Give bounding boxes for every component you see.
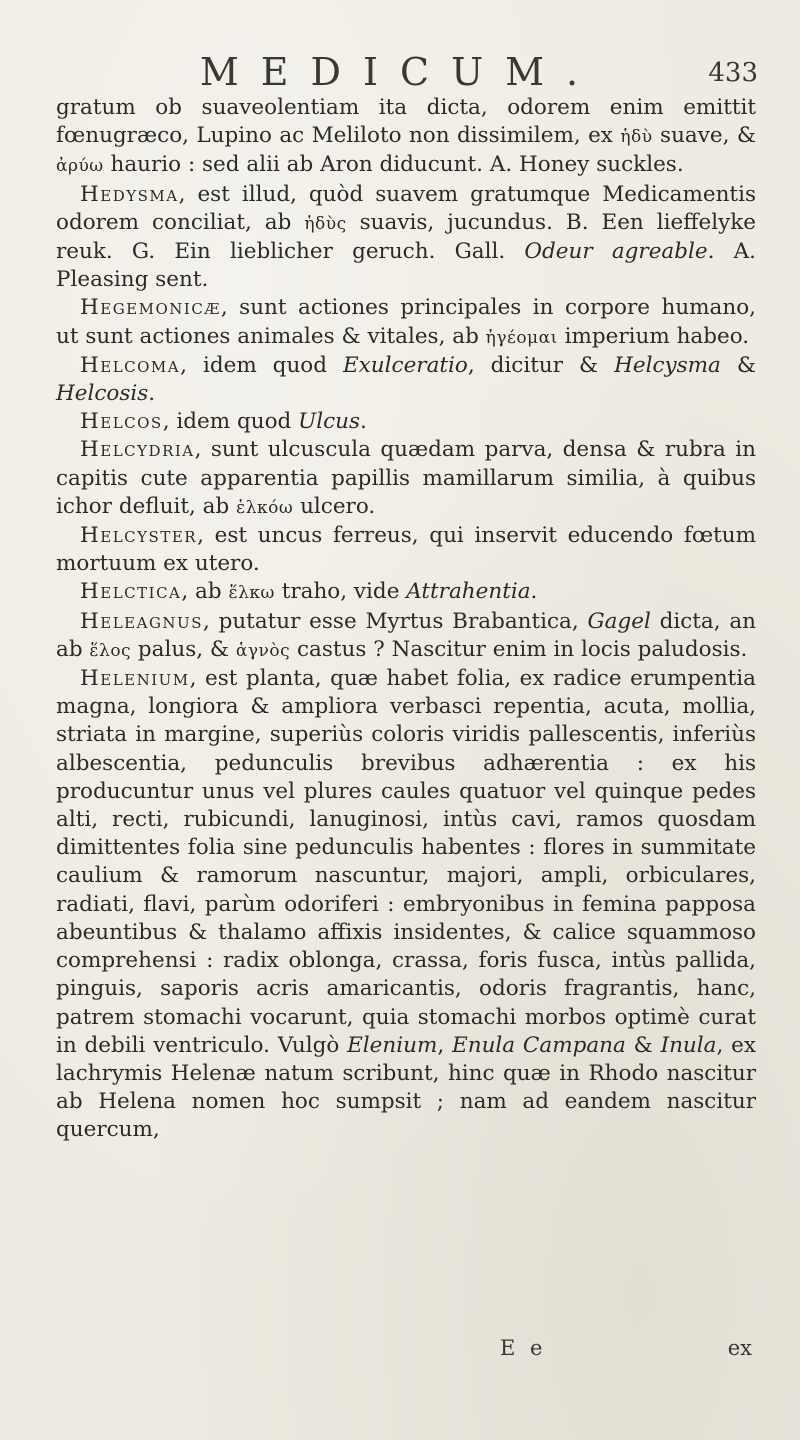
entry-text: traho, vide (274, 579, 407, 605)
headword: Heleagnus (80, 608, 203, 634)
italic-term: Attrahentia (406, 579, 531, 605)
greek-etymon: ἀρύω (56, 156, 104, 177)
entry-text: . (530, 579, 538, 605)
entry-text: , idem quod (180, 352, 343, 378)
greek-etymon: ἡδὺς (304, 213, 347, 234)
greek-etymon: ἕλκω (228, 583, 275, 604)
page-number: 433 (708, 58, 758, 88)
running-head: MEDICUM. (199, 50, 601, 94)
entry-text: & (720, 352, 756, 378)
entry-helctica (56, 578, 756, 607)
greek-etymon: ἑλκόω (236, 497, 294, 518)
entry-text: , est planta, quæ habet folia, ex radice erumpentia magna, longiora & ampliora verbasci repentia, acuta, mollia, striata in margine, superiùs coloris viridis pallescentis, inferiùs albescentia, pedunculis brevibus adhærentia : ex his producuntur unus vel plures caules quatuor vel quinque pedes alti, recti, rubicundi, lanuginosi, intùs cavi, ramos quosdam dimittentes folia sine pedunculis habentes : flores in summitate caulium & ramorum nascuntur, majori, ampli, orbiculares, radiati, flavi, parùm odoriferi : embryonibus in femina papposa abeuntibus & thalamo affixis insidentes, & calice squammoso comprehensi : radix oblonga, crassa, foris fusca, intùs pallida, pinguis, saporis acris amaricantis, odoris fragrantis, hanc, patrem stomachi vocarunt, quia stomachi morbos optimè curat in debili ventriculo. Vulgò (56, 666, 756, 1058)
greek-etymon: ἡγέομαι (485, 327, 558, 348)
headword: Helcydria (80, 437, 195, 463)
entry-text: , sunt actiones principales in corpore humano, ut sunt actiones animales & vitales, ab (56, 295, 756, 349)
entry-text: . A. Pleasing sent. (56, 239, 757, 293)
entry-text: , (437, 1032, 453, 1058)
entry-text: . (148, 381, 156, 407)
headword: Helenium (80, 666, 190, 692)
entry-helcoma (56, 352, 756, 408)
entry-hedysma (56, 181, 756, 295)
entry-text: , dicitur & (467, 352, 615, 378)
italic-term: Ulcus (298, 409, 361, 435)
entry-text: dicta, an ab (56, 608, 756, 662)
entry-helcos (56, 408, 756, 436)
headword: Hedysma (80, 181, 179, 207)
catchword: ex (727, 1336, 752, 1360)
entry-heleagnus (56, 608, 756, 665)
entry-text: . (360, 409, 367, 435)
entry-text: , est uncus ferreus, qui inservit educendo fœtum mortuum ex utero. (56, 523, 756, 577)
entry-text: & (625, 1032, 661, 1058)
headword: Hegemonicæ (80, 295, 221, 321)
italic-term: Helcysma (614, 352, 721, 378)
entry-text: suavis, jucundus. B. Een lieffelyke reuk. G. Ein lieblicher geruch. Gall. (56, 209, 756, 265)
entry-text: imperium habeo. (557, 323, 750, 349)
entry-helcyster (56, 522, 756, 578)
entry-text: , sunt ulcuscula quædam parva, densa & rubra in capitis cute apparentia papillis mamillarum similia, à quibus ichor defluit, ab (56, 437, 756, 519)
greek-etymon: ἕλος (89, 640, 132, 661)
italic-term: Helcosis (56, 381, 149, 407)
entry-text: suave, & (652, 123, 756, 149)
entry-text: , ab (181, 579, 229, 605)
entry-hegemonicae (56, 294, 756, 351)
entry-helcydria (56, 436, 756, 522)
entry-text: , putatur esse Myrtus Brabantica, (202, 608, 588, 634)
italic-term: Gagel (587, 608, 651, 634)
greek-etymon: ἡδὺ (620, 127, 653, 148)
italic-term: Odeur agreable (524, 239, 708, 265)
greek-etymon: ἁγνὸς (235, 640, 291, 661)
italic-term: Elenium (347, 1032, 438, 1058)
entry-text: haurio : sed alii ab Aron diducunt. A. Honey suckles. (103, 152, 684, 178)
entry-text: palus, & (131, 636, 236, 662)
page-footer (0, 1336, 800, 1366)
signature-mark: E e (500, 1336, 547, 1360)
entry-text: castus ? Nascitur enim in locis paludosis. (290, 636, 748, 662)
headword: Helctica (80, 579, 182, 605)
entry-cont (56, 94, 756, 181)
entry-text: , idem quod (162, 409, 299, 435)
dictionary-text (56, 94, 756, 1145)
entry-text: , est illud, quòd suavem gratumque Medicamentis odorem conciliat, ab (56, 181, 756, 235)
headword: Helcoma (80, 352, 181, 378)
entry-text: gratum ob suaveolentiam ita dicta, odorem enim emittit fœnugræco, Lupino ac Meliloto non dissimilem, ex (56, 95, 756, 149)
italic-term: Enula Campana (452, 1032, 626, 1058)
entry-helenium (56, 665, 756, 1144)
entry-text: ulcero. (293, 493, 376, 519)
entry-text: , ex lachrymis Helenæ natum scribunt, hinc quæ in Rhodo nascitur ab Helena nomen hoc sumpsit ; nam ad eandem nascitur quercum, (56, 1032, 756, 1143)
italic-term: Exulceratio (342, 352, 468, 378)
headword: Helcyster (80, 523, 198, 549)
headword: Helcos (80, 409, 163, 435)
page-header (0, 52, 800, 92)
italic-term: Inula (660, 1032, 717, 1058)
